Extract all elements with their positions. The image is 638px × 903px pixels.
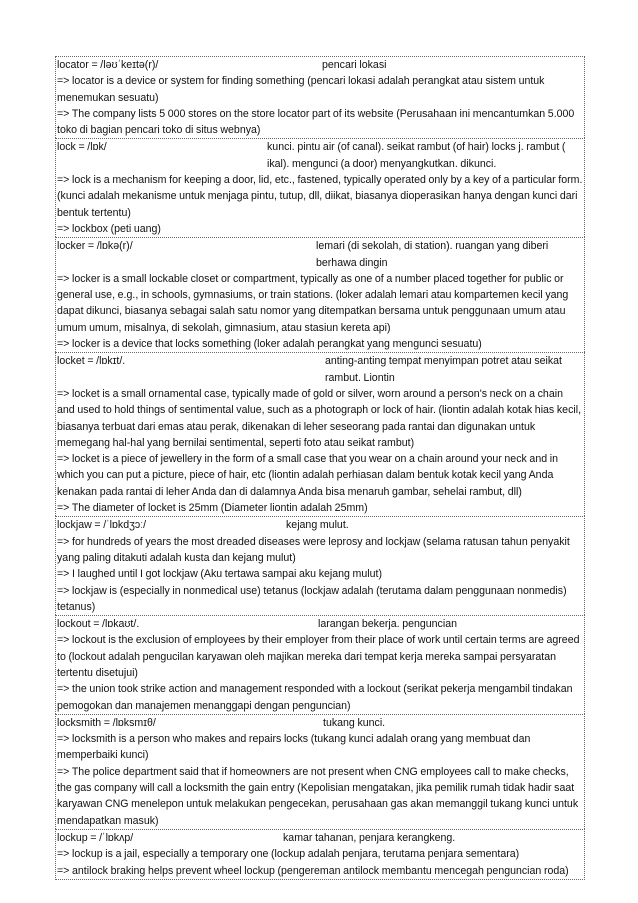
entry-lockout [55, 615, 585, 714]
example-line: => The company lists 5 000 stores on the store locator part of its website (Perusahaan ini mencantumkan 5.000 toko di bagian pencari toko di situs webnya) [57, 107, 575, 137]
example-line: => locker is a small lockable closet or compartment, typically as one of a number placed together for public or general use, e.g., in schools, gymnasiums, or train stations. (loker adalah lemari atau kompartemen kecil yang dapat dikunci, biasanya sebagai salah satu nomor yang ditempatkan bersama untuk penggunaan umum atau umum umum, misalnya, di sekolah, gimnasium, atau stasiun kereta api) [57, 272, 569, 334]
example-line: => The diameter of locket is 25mm (Diameter liontin adalah 25mm) [57, 502, 368, 515]
entry-meaning: lemari (di sekolah, di station). ruangan yang diberi berhawa dingin [316, 240, 549, 269]
example-line: => locket is a small ornamental case, typically made of gold or silver, worn around a person's neck on a chain and used to hold things of sentimental value, such as a photograph or lock of hair. (liontin adalah kotak hias kecil, biasanya terbuat dari emas atau perak, dikenakan di leher seseorang pada rantai dan digunakan untuk memegang hal-hal yang bernilai sentimental, seperti foto atau seikat rambut) [57, 387, 582, 449]
example-line: => for hundreds of years the most dreaded diseases were leprosy and lockjaw (selama ratusan tahun penyakit yang paling ditakuti adalah kusta dan kejang mulut) [57, 535, 570, 564]
entry-headword [57, 57, 583, 73]
example-line: => lock is a mechanism for keeping a door, lid, etc., fastened, typically operated only by a key of a particular form. (kunci adalah mekanisme untuk menjaga pintu, tutup, dll, diikat, biasanya dioperasikan hanya dengan kunci dari bentuk tertentu) [57, 174, 583, 219]
example-line: => lockup is a jail, especially a temporary one (lockup adalah penjara, terutama penjara sementara) [57, 848, 520, 861]
entry-lock [55, 138, 585, 237]
entry-lockup [55, 829, 585, 880]
entry-meaning: kunci. pintu air (of canal). seikat rambut (of hair) locks j. rambut ( ikal). mengunci (a door) menyangkutkan. dikunci. [267, 141, 566, 170]
example-line: => locket is a piece of jewellery in the form of a small case that you wear on a chain around your neck and in which you can put a picture, piece of hair, etc (liontin adalah perhiasan dalam bentuk kotak kecil yang Anda kenakan pada rantai di leher Anda dan di dalamnya Anda bisa menaruh gambar, sehelai rambut, dll) [57, 453, 558, 498]
example-line: => locator is a device or system for finding something (pencari lokasi adalah perangkat atau sistem untuk menemukan sesuatu) [57, 75, 545, 104]
entry-term: locker = /lɒkə(r)/ [57, 240, 133, 253]
example-line: => antilock braking helps prevent wheel lockup (pengereman antilock membantu mencegah penguncian roda) [57, 864, 569, 877]
entry-term: lock = /lɒk/ [57, 141, 107, 154]
example-line: => lockjaw is (especially in nonmedical use) tetanus (lockjaw adalah (terutama dalam penggunaan nonmedis) tetanus) [57, 584, 567, 613]
entry-meaning: larangan bekerja. penguncian [318, 618, 457, 631]
entry-term: locket = /lɒkɪt/. [57, 355, 126, 368]
entry-headword [57, 517, 583, 533]
example-line: => locker is a device that locks something (loker adalah perangkat yang mengunci sesuatu) [57, 338, 482, 351]
entry-headword [57, 353, 583, 386]
entry-locksmith [55, 714, 585, 829]
entry-headword [57, 616, 583, 632]
entry-meaning: kejang mulut. [286, 519, 349, 532]
entry-meaning: kamar tahanan, penjara kerangkeng. [283, 831, 456, 844]
entry-locator [55, 56, 585, 138]
entry-locker [55, 237, 585, 352]
example-line: => the union took strike action and management responded with a lockout (serikat pekerja mengambil tindakan pemogokan dan manajemen menanggapi dengan penguncian) [57, 683, 573, 712]
example-line: => locksmith is a person who makes and repairs locks (tukang kunci adalah orang yang membuat dan memperbaiki kunci) [57, 733, 531, 762]
example-line: => I laughed until I got lockjaw (Aku tertawa sampai aku kejang mulut) [57, 568, 382, 581]
entry-term: locator = /ləʊˈkeɪtə(r)/ [57, 59, 159, 71]
entry-headword [57, 139, 583, 172]
entry-meaning: tukang kunci. [323, 716, 386, 729]
entry-term: lockjaw = /ˈlɒkdʒɔː/ [57, 519, 147, 532]
entry-term: locksmith = /lɒksmɪθ/ [57, 716, 156, 729]
entry-meaning: pencari lokasi [322, 59, 387, 71]
example-line: => The police department said that if homeowners are not present when CNG employees call to make checks, the gas company will call a locksmith the gain entry (Kepolisian mengatakan, jika pemilik rumah tidak hadir saat karyawan CNG menelepon untuk melakukan pengecekan, perusahaan gas akan memanggil tukang kunci untuk mendapatkan masuk) [57, 765, 579, 827]
entry-headword [57, 715, 583, 731]
entry-term: lockout = /lɒkaʊt/. [57, 618, 140, 631]
entry-headword [57, 238, 583, 271]
example-line: => lockout is the exclusion of employees by their employer from their place of work until certain terms are agreed to (lockout adalah pengucilan karyawan oleh majikan mereka dari tempat kerja mereka sampai persyaratan tertentu disetujui) [57, 634, 580, 679]
entry-headword [57, 830, 583, 846]
entry-term: lockup = /ˈlɒkʌp/ [57, 831, 134, 844]
entry-lockjaw [55, 516, 585, 615]
entry-meaning: anting-anting tempat menyimpan potret atau seikat rambut. Liontin [325, 355, 562, 384]
entry-locket [55, 352, 585, 516]
example-line: => lockbox (peti uang) [57, 222, 161, 235]
dictionary-page [55, 56, 585, 880]
